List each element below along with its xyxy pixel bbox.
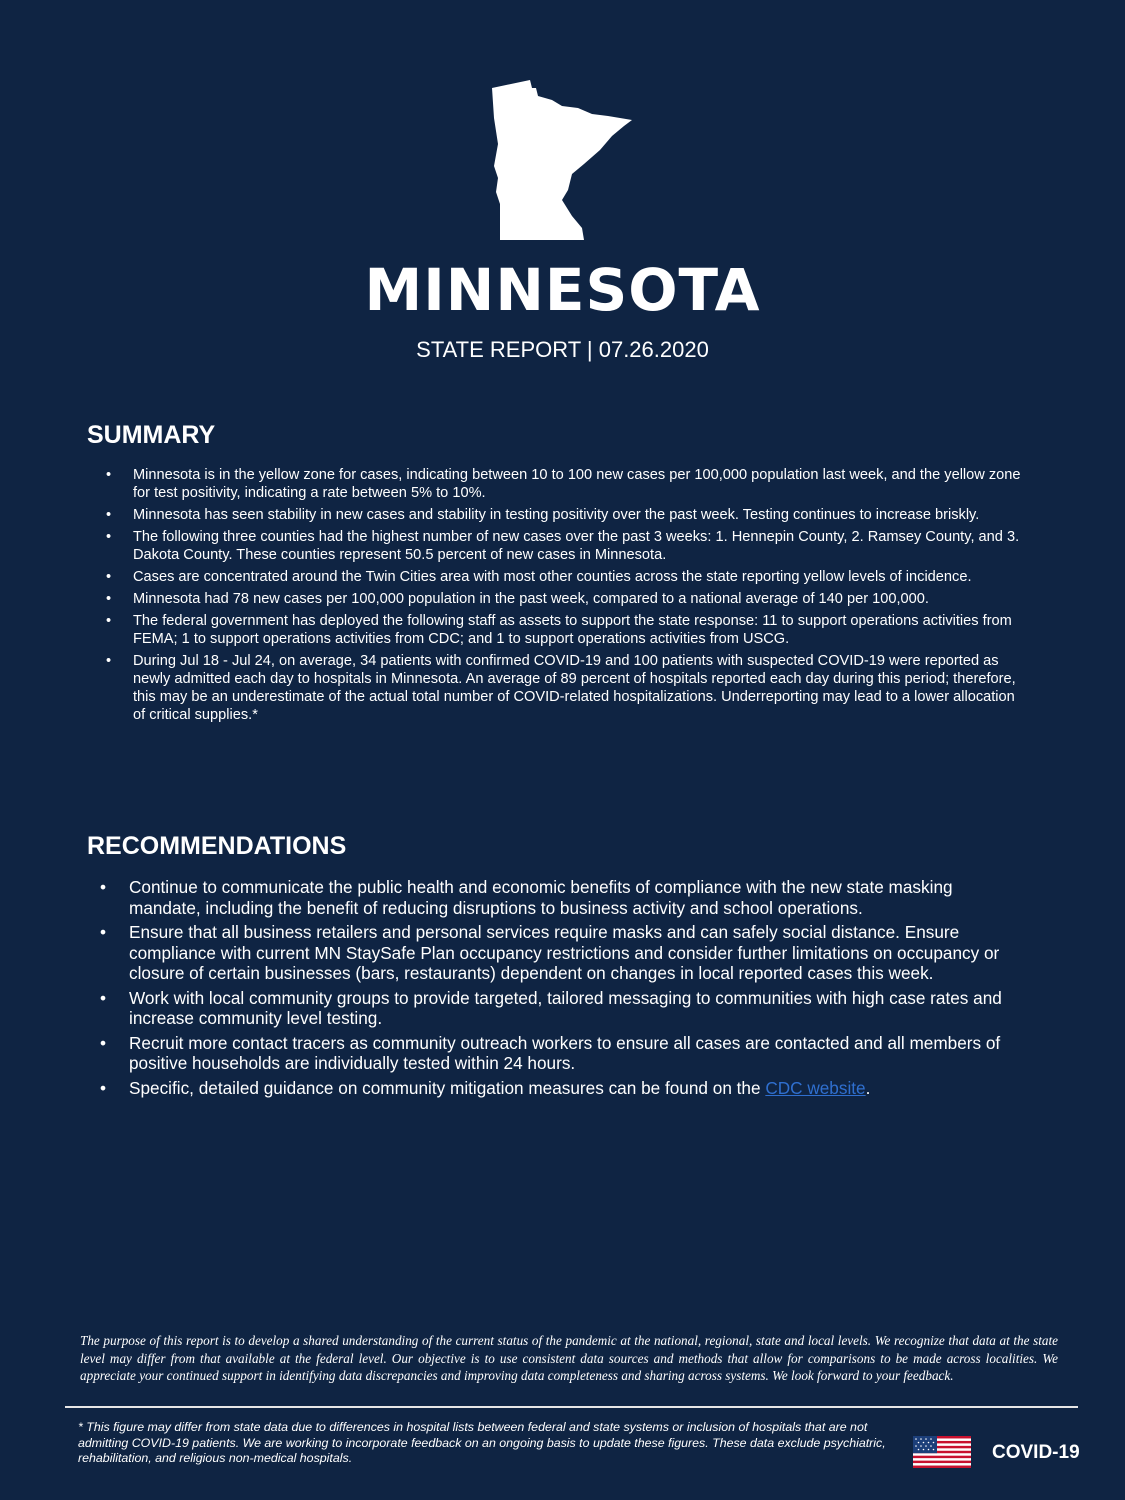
minnesota-state-silhouette-icon xyxy=(488,80,636,244)
hospital-data-footnote: * This figure may differ from state data due to differences in hospital lists between federal and state systems or inclusion of hospitals that are not admitting COVID-19 patients. We are working to incorporate feedback on an ongoing basis to update these figures. These data exclude psychiatric, rehabilitation, and religious non-medical hospitals. xyxy=(78,1420,886,1465)
report-purpose-statement: The purpose of this report is to develop a shared understanding of the current status of the pandemic at the national, regional, state and local levels. We recognize that data at the state level may differ from that available at the federal level. Our objective is to use consistent data sources and methods that allow for comparisons to be made across localities. We appreciate your continued support in identifying data discrepancies and improving data completeness and sharing across systems. We look forward to your feedback. xyxy=(80,1333,1058,1383)
covid19-brand-label: COVID-19 xyxy=(992,1442,1080,1463)
summary-item: • Minnesota had 78 new cases per 100,000 population in the past week, compared to a national average of 140 per 100,000. xyxy=(106,590,1026,608)
summary-item: • Cases are concentrated around the Twin Cities area with most other counties across the state reporting yellow levels of incidence. xyxy=(106,568,1026,586)
footer-divider xyxy=(65,1406,1078,1408)
recommendation-item: • Recruit more contact tracers as community outreach workers to ensure all cases are contacted and all members of positive households are individually tested within 24 hours. xyxy=(100,1033,1020,1074)
summary-item: • Minnesota is in the yellow zone for cases, indicating between 10 to 100 new cases per 100,000 population last week, and the yellow zone for test positivity, indicating a rate between 5% to 10%. xyxy=(106,466,1026,502)
recommendation-item: • Ensure that all business retailers and personal services require masks and can safely social distance. Ensure compliance with current MN StaySafe Plan occupancy restrictions and consider further limitations on occupancy or closure of certain businesses (bars, restaurants) dependent on changes in local reported cases this week. xyxy=(100,922,1020,984)
cdc-website-link[interactable]: CDC website xyxy=(765,1077,866,1098)
summary-item: • Minnesota has seen stability in new cases and stability in testing positivity over the past week. Testing continues to increase briskly. xyxy=(106,506,1026,524)
recommendations-list xyxy=(100,877,1020,1102)
recommendations-heading: RECOMMENDATIONS xyxy=(87,832,347,860)
recommendation-item: • Continue to communicate the public health and economic benefits of compliance with the new state masking mandate, including the benefit of reducing disruptions to business activity and school operations. xyxy=(100,877,1020,918)
recommendation-item: • Work with local community groups to provide targeted, tailored messaging to communities with high case rates and increase community level testing. xyxy=(100,988,1020,1029)
recommendation-text: Specific, detailed guidance on community mitigation measures can be found on the xyxy=(129,1077,766,1098)
recommendation-item xyxy=(100,1078,1020,1099)
recommendation-text-end: . xyxy=(865,1077,871,1098)
us-flag-icon xyxy=(913,1436,971,1468)
report-subtitle: STATE REPORT | 07.26.2020 xyxy=(416,337,709,362)
summary-list xyxy=(106,466,1026,728)
summary-item: • The following three counties had the highest number of new cases over the past 3 weeks: 1. Hennepin County, 2. Ramsey County, and 3. Dakota County. These counties represent 50.5 percent of new cases in Minnesota. xyxy=(106,528,1026,564)
page-title: MINNESOTA xyxy=(364,256,761,324)
summary-item: • The federal government has deployed the following staff as assets to support the state response: 11 to support operations activities from FEMA; 1 to support operations activities from CDC; and 1 to support operations activities from USCG. xyxy=(106,612,1026,648)
summary-heading: SUMMARY xyxy=(87,421,216,449)
summary-item: • During Jul 18 - Jul 24, on average, 34 patients with confirmed COVID-19 and 100 patients with suspected COVID-19 were reported as newly admitted each day to hospitals in Minnesota. An average of 89 percent of hospitals reported each day during this period; therefore, this may be an underestimate of the actual total number of COVID-related hospitalizations. Underreporting may lead to a lower allocation of critical supplies.* xyxy=(106,652,1026,724)
